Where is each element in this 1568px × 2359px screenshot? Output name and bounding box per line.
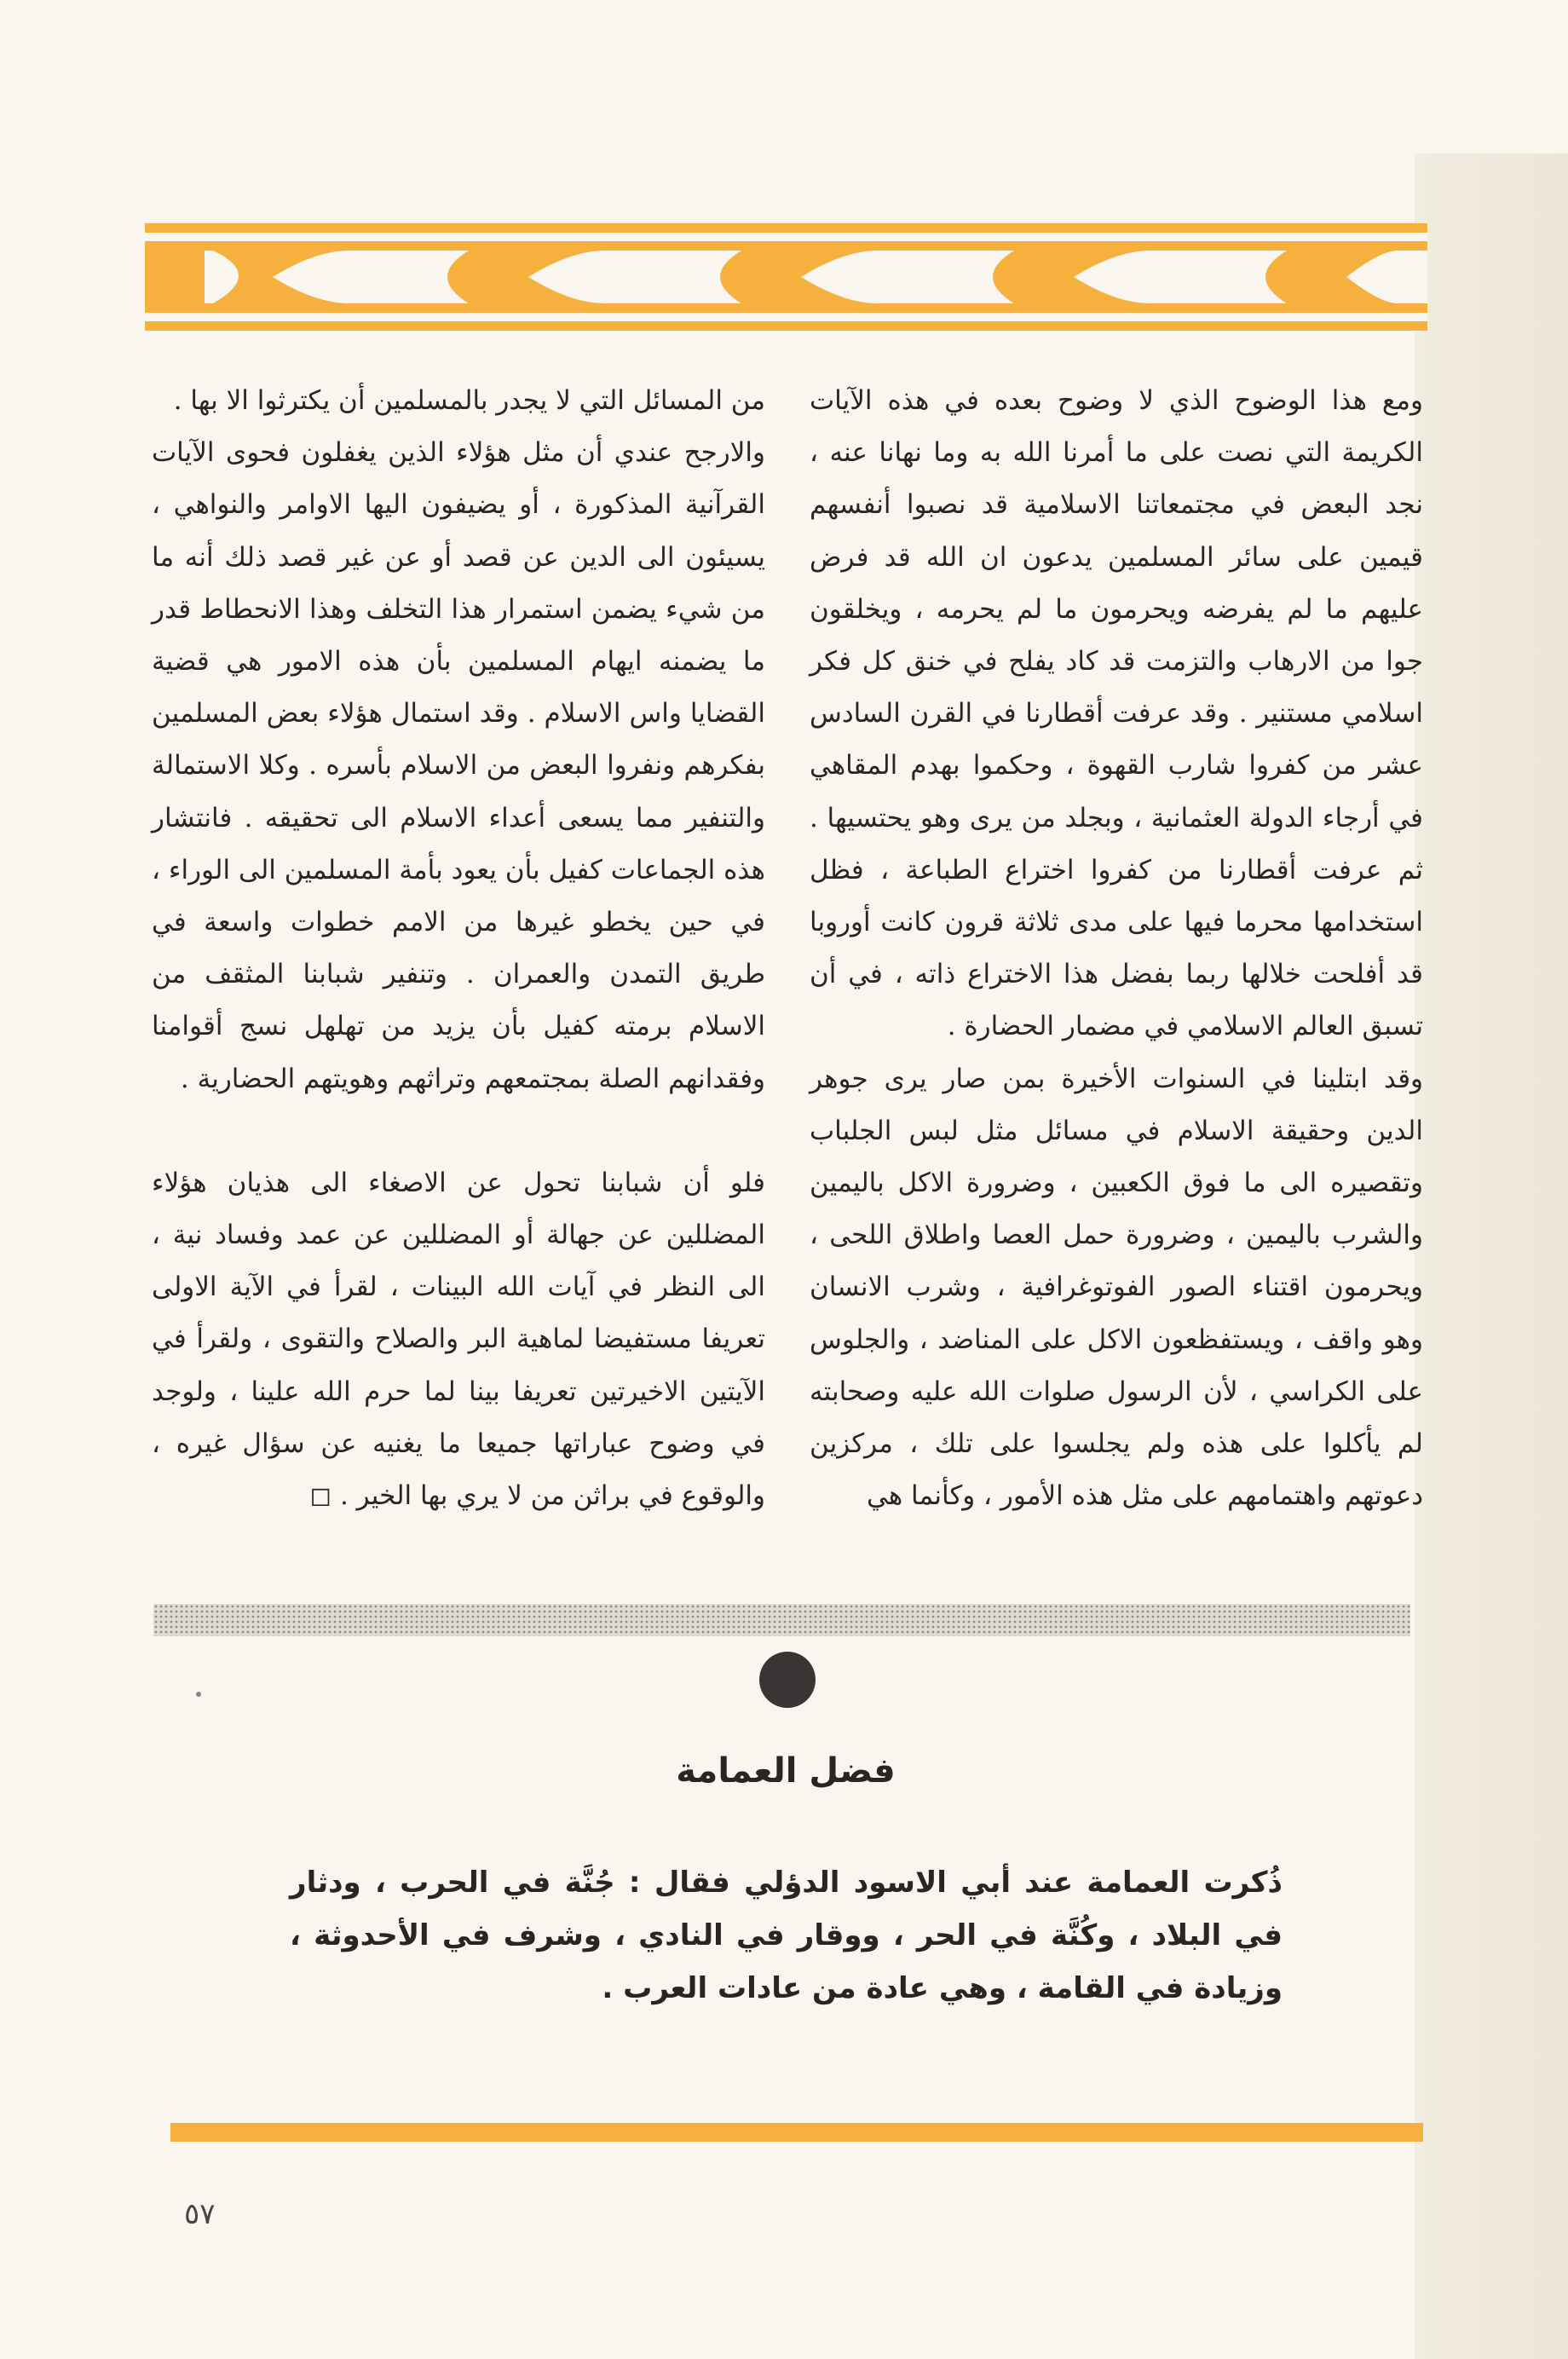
paragraph: من المسائل التي لا يجدر بالمسلمين أن يكترثوا الا بها . xyxy=(173,385,765,416)
paragraph xyxy=(152,1157,765,1522)
paragraph-text: فلو أن شبابنا تحول عن الاصغاء الى هذيان هؤلاء المضللين عن جهالة أو المضللين عن عمد وفساد نية ، الى النظر في آيات الله البينات ، لقرأ في الآية الاولى تعريفا مستفيضا لماهية البر والصلاح والتقوى ، ولقرأ في الآيتين الاخيرتين تعريفا بينا لما حرم الله علينا ، ولوجد في وضوح عباراتها جميعا ما يغنيه عن سؤال غيره ، والوقوع في براثن من لا يري بها الخير . xyxy=(152,1167,765,1512)
section-quote: ذُكرت العمامة عند أبي الاسود الدؤلي فقال : جُنَّة في الحرب ، ودثار في البلاد ، وكُنَّة في الحر ، ووقار في النادي ، وشرف في الأحدوثة ، وزيادة في القامة ، وهي عادة من عادات العرب . xyxy=(290,1866,1283,2005)
bullet-dot-icon xyxy=(759,1652,816,1708)
paragraph: ومع هذا الوضوح الذي لا وضوح بعده في هذه الآيات الكريمة التي نصت على ما أمرنا الله به وما نهانا عنه ، نجد البعض في مجتمعاتنا الاسلامية قد نصبوا أنفسهم قيمين على سائر المسلمين يدعون ان الله قد فرض عليهم ما لم يفرضه ويحرمون ما لم يحرمه ، ويخلقون جوا من الارهاب والتزمت قد كاد يفلح في خنق كل فكر اسلامي مستنير . وقد عرفت أقطارنا في القرن السادس عشر من كفروا شارب القهوة ، وحكموا بهدم المقاهي في أرجاء الدولة العثمانية ، وبجلد من يرى وهو يحتسيها . ثم عرفت أقطارنا من كفروا اختراع الطباعة ، فظل استخدامها محرما فيها على مدى ثلاثة قرون كانت أوروبا قد أفلحت خلالها ربما بفضل هذا الاختراع ذاته ، في أن تسبق العالم الاسلامي في مضمار الحضارة . xyxy=(810,385,1423,1042)
paragraph: والارجح عندي أن مثل هؤلاء الذين يغفلون فحوى الآيات القرآنية المذكورة ، أو يضيفون اليها الاوامر والنواهي ، يسيئون الى الدين عن قصد أو عن غير قصد ذلك أنه ما من شيء يضمن استمرار هذا التخلف وهذا الانحطاط قدر ما يضمنه ايهام المسلمين بأن هذه الامور هي قضية القضايا واس الاسلام . وقد استمال هؤلاء بعض المسلمين بفكرهم ونفروا البعض من الاسلام بأسره . وكلا الاستمالة والتنفير مما يسعى أعداء الاسلام الى تحقيقه . فانتشار هذه الجماعات كفيل بأن يعود بأمة المسلمين الى الوراء ، في حين يخطو غيرها من الامم خطوات واسعة في طريق التمدن والعمران . وتنفير شبابنا المثقف من الاسلام برمته كفيل بأن يزيد من تهلهل نسج أقوامنا وفقدانهم الصلة بمجتمعهم وتراثهم وهويتهم الحضارية . xyxy=(152,437,765,1094)
article-column-left xyxy=(152,375,765,1522)
page-number: ٥٧ xyxy=(184,2197,216,2231)
print-speck xyxy=(196,1692,201,1697)
end-of-article-mark: ◻ xyxy=(309,1480,332,1512)
braid-ornament-band xyxy=(145,223,1427,331)
section-title: فضل العمامة xyxy=(676,1751,896,1791)
article-column-right xyxy=(810,375,1423,1522)
bottom-ornament-rule xyxy=(170,2123,1423,2142)
paragraph: وقد ابتلينا في السنوات الأخيرة بمن صار يرى جوهر الدين وحقيقة الاسلام في مسائل مثل لبس الجلباب وتقصيره الى ما فوق الكعبين ، وضرورة الاكل باليمين والشرب باليمين ، وضرورة حمل العصا واطلاق اللحى ، ويحرمون اقتناء الصور الفوتوغرافية ، وشرب الانسان وهو واقف ، ويستفظعون الاكل على المناضد ، والجلوس على الكراسي ، لأن الرسول صلوات الله عليه وصحابته لم يأكلوا على هذه ولم يجلسوا على تلك ، مركزين دعوتهم واهتمامهم على مثل هذه الأمور ، وكأنما هي xyxy=(810,1063,1423,1512)
page-edge-shadow xyxy=(1415,153,1568,2359)
dotted-separator xyxy=(153,1604,1410,1636)
